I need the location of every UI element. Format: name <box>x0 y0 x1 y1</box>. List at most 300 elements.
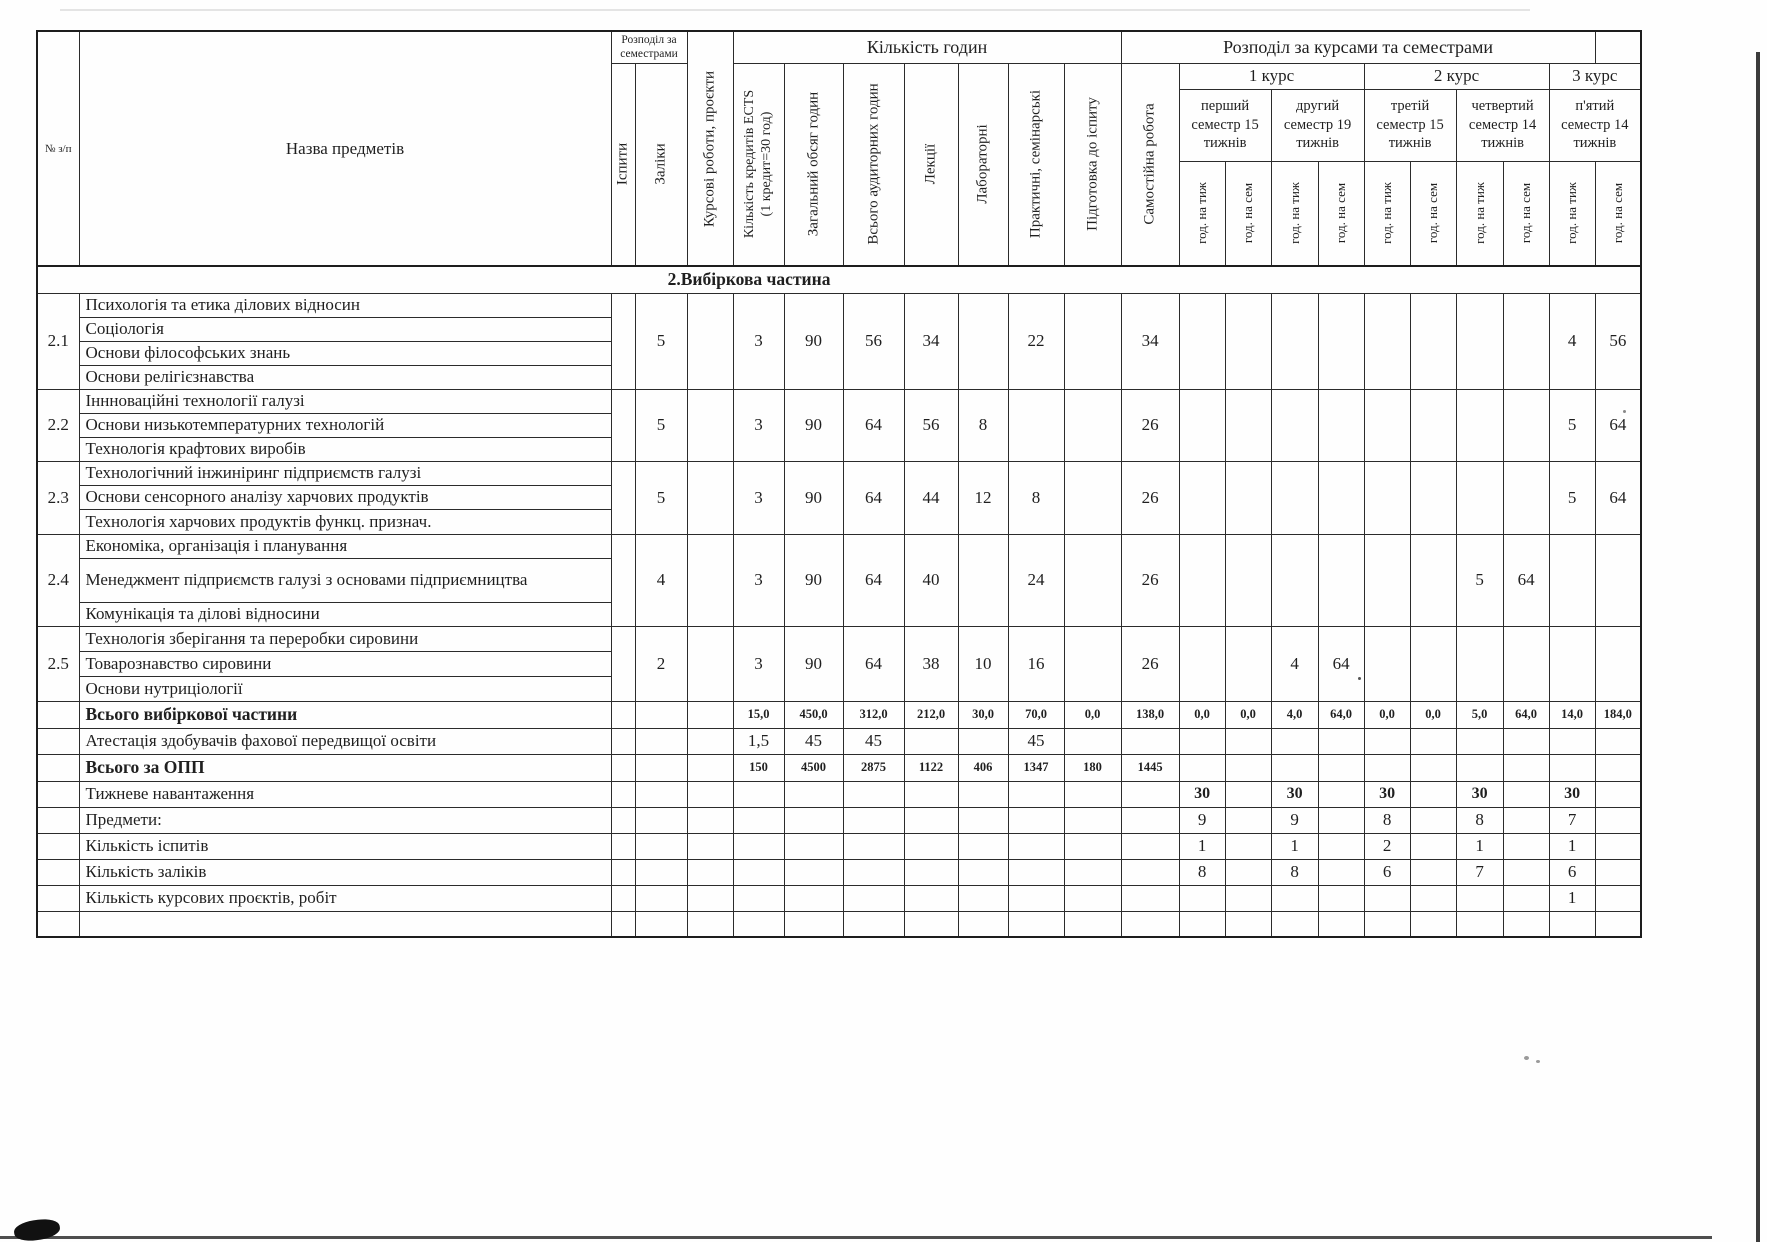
header-tests-text: Заліки <box>652 143 669 185</box>
cell-course-works <box>687 626 733 701</box>
header-per-week-2 <box>1364 161 1410 266</box>
summary-cell-course-works <box>687 911 733 937</box>
summary-cell-labs <box>958 885 1008 911</box>
group-number: 2.1 <box>37 293 79 389</box>
summary-cell-labs <box>958 911 1008 937</box>
summary-cell-tests <box>635 701 687 728</box>
summary-cell-sem-8: 1 <box>1549 833 1595 859</box>
cell-sem-0 <box>1179 389 1225 461</box>
summary-cell-labs <box>958 728 1008 754</box>
cell-sem-1 <box>1225 389 1271 461</box>
summary-cell-sem-7 <box>1503 859 1549 885</box>
summary-cell-lectures <box>904 728 958 754</box>
curriculum-table <box>36 30 1642 938</box>
cell-sem-8: 5 <box>1549 389 1595 461</box>
summary-cell-auditory <box>843 781 904 807</box>
header-num-col: № з/п <box>37 31 79 266</box>
summary-cell-sem-1: 0,0 <box>1225 701 1271 728</box>
summary-cell-course-works <box>687 754 733 781</box>
summary-cell-course-works <box>687 885 733 911</box>
summary-cell-lectures <box>904 833 958 859</box>
summary-cell-sem-0: 30 <box>1179 781 1225 807</box>
header-exam-prep <box>1064 63 1121 266</box>
summary-cell-credits <box>733 833 784 859</box>
summary-cell-sem-8 <box>1549 728 1595 754</box>
subject-cell: Основи релігієзнавства <box>79 365 611 389</box>
cell-sem-4 <box>1364 389 1410 461</box>
summary-cell-practical <box>1008 911 1064 937</box>
header-per-sem-4 <box>1595 161 1641 266</box>
header-per-sem-4-text: год. на сем <box>1609 183 1625 244</box>
summary-cell-sem-3 <box>1318 754 1364 781</box>
summary-cell-total <box>784 859 843 885</box>
summary-num-cell <box>37 728 79 754</box>
summary-cell-sem-3 <box>1318 859 1364 885</box>
summary-cell-auditory <box>843 807 904 833</box>
header-lectures <box>904 63 958 266</box>
cell-lectures: 56 <box>904 389 958 461</box>
header-semester-0: перший семестр 15 тижнів <box>1179 89 1271 161</box>
cell-sem-6 <box>1456 293 1503 389</box>
header-per-sem-1-text: год. на сем <box>1333 183 1349 244</box>
summary-cell-exam-prep <box>1064 807 1121 833</box>
summary-label: Всього вибіркової частини <box>79 701 611 728</box>
summary-cell-tests <box>635 859 687 885</box>
summary-cell-sem-9 <box>1595 728 1641 754</box>
cell-lectures: 34 <box>904 293 958 389</box>
summary-cell-sem-2: 8 <box>1271 859 1318 885</box>
summary-cell-lectures <box>904 807 958 833</box>
summary-cell-practical: 70,0 <box>1008 701 1064 728</box>
cell-sem-3 <box>1318 461 1364 534</box>
group-number: 2.3 <box>37 461 79 534</box>
header-tests <box>635 63 687 266</box>
cell-exam-prep <box>1064 293 1121 389</box>
cell-exam-prep <box>1064 461 1121 534</box>
summary-cell-sem-6: 8 <box>1456 807 1503 833</box>
summary-cell-sem-7 <box>1503 728 1549 754</box>
summary-cell-self-work <box>1121 807 1179 833</box>
cell-sem-8 <box>1549 534 1595 626</box>
subject-cell: Технологічний інжиніринг підприємств галузі <box>79 461 611 485</box>
header-total-hours <box>784 63 843 266</box>
summary-cell-sem-5 <box>1410 833 1456 859</box>
summary-num-cell <box>37 754 79 781</box>
cell-sem-3 <box>1318 534 1364 626</box>
summary-cell-auditory: 312,0 <box>843 701 904 728</box>
subject-cell: Комунікація та ділові відносини <box>79 602 611 626</box>
header-sem-distribution: Розподіл за семестрами <box>611 31 687 63</box>
summary-cell-exam-prep <box>1064 728 1121 754</box>
summary-cell-sem-6: 7 <box>1456 859 1503 885</box>
credits-ects-line1: Кількість кредитів ECTS <box>741 90 757 239</box>
summary-cell-sem-1 <box>1225 728 1271 754</box>
subject-cell: Товарознавство сировини <box>79 651 611 676</box>
summary-cell-sem-8 <box>1549 754 1595 781</box>
header-courses-group: Розподіл за курсами та семестрами <box>1121 31 1595 63</box>
header-exams <box>611 63 635 266</box>
cell-credits: 3 <box>733 293 784 389</box>
cell-credits: 3 <box>733 461 784 534</box>
summary-cell-sem-3 <box>1318 885 1364 911</box>
cell-sem-6: 5 <box>1456 534 1503 626</box>
summary-cell-lectures <box>904 911 958 937</box>
group-number: 2.5 <box>37 626 79 701</box>
subject-cell: Основи низькотемпературних технологій <box>79 413 611 437</box>
summary-cell-self-work: 1445 <box>1121 754 1179 781</box>
cell-auditory: 64 <box>843 461 904 534</box>
summary-cell-auditory <box>843 859 904 885</box>
cell-tests: 5 <box>635 461 687 534</box>
summary-cell-sem-2 <box>1271 754 1318 781</box>
summary-cell-sem-2: 4,0 <box>1271 701 1318 728</box>
summary-cell-sem-5 <box>1410 728 1456 754</box>
summary-cell-course-works <box>687 807 733 833</box>
cell-sem-6 <box>1456 461 1503 534</box>
summary-cell-sem-7 <box>1503 754 1549 781</box>
cell-sem-8: 4 <box>1549 293 1595 389</box>
summary-cell-exam-prep <box>1064 911 1121 937</box>
summary-num-cell <box>37 885 79 911</box>
summary-cell-sem-6: 5,0 <box>1456 701 1503 728</box>
cell-practical <box>1008 389 1064 461</box>
summary-cell-sem-4 <box>1364 885 1410 911</box>
scan-dot-1 <box>1524 1056 1529 1060</box>
subject-cell: Основи сенсорного аналізу харчових продуктів <box>79 485 611 509</box>
cell-labs: 12 <box>958 461 1008 534</box>
cell-credits: 3 <box>733 626 784 701</box>
summary-cell-sem-9 <box>1595 754 1641 781</box>
group-number: 2.4 <box>37 534 79 626</box>
summary-cell-self-work <box>1121 911 1179 937</box>
summary-cell-sem-8: 1 <box>1549 885 1595 911</box>
cell-practical: 24 <box>1008 534 1064 626</box>
cell-sem-2 <box>1271 389 1318 461</box>
cell-sem-1 <box>1225 461 1271 534</box>
summary-cell-sem-9: 184,0 <box>1595 701 1641 728</box>
header-labs <box>958 63 1008 266</box>
cell-sem-4 <box>1364 461 1410 534</box>
cell-lectures: 40 <box>904 534 958 626</box>
summary-cell-sem-0: 9 <box>1179 807 1225 833</box>
cell-sem-0 <box>1179 461 1225 534</box>
header-hours-group: Кількість годин <box>733 31 1121 63</box>
cell-sem-7: 64 <box>1503 534 1549 626</box>
summary-cell-total <box>784 885 843 911</box>
header-per-sem-0 <box>1225 161 1271 266</box>
summary-cell-sem-0 <box>1179 728 1225 754</box>
summary-cell-sem-4: 30 <box>1364 781 1410 807</box>
summary-label: Всього за ОПП <box>79 754 611 781</box>
summary-cell-sem-1 <box>1225 859 1271 885</box>
summary-cell-sem-7 <box>1503 885 1549 911</box>
cell-sem-9: 64 <box>1595 389 1641 461</box>
summary-cell-sem-4: 8 <box>1364 807 1410 833</box>
cell-sem-4 <box>1364 293 1410 389</box>
summary-cell-exams <box>611 833 635 859</box>
summary-cell-practical <box>1008 885 1064 911</box>
summary-cell-practical: 1347 <box>1008 754 1064 781</box>
header-exams-text: Іспити <box>614 143 631 186</box>
cell-exams <box>611 461 635 534</box>
summary-cell-sem-5 <box>1410 859 1456 885</box>
cell-course-works <box>687 389 733 461</box>
summary-cell-sem-0: 8 <box>1179 859 1225 885</box>
summary-cell-auditory <box>843 885 904 911</box>
summary-cell-total <box>784 911 843 937</box>
cell-self-work: 26 <box>1121 534 1179 626</box>
header-subject-col: Назва предметів <box>79 31 611 266</box>
summary-cell-sem-7: 64,0 <box>1503 701 1549 728</box>
cell-sem-1 <box>1225 626 1271 701</box>
header-credits-ects <box>733 63 784 266</box>
cell-sem-8: 5 <box>1549 461 1595 534</box>
cell-tests: 5 <box>635 389 687 461</box>
header-per-week-1-text: год. на тиж <box>1286 182 1302 245</box>
cell-sem-0 <box>1179 534 1225 626</box>
scan-dot-3 <box>1358 677 1361 680</box>
summary-cell-total <box>784 807 843 833</box>
summary-cell-lectures <box>904 885 958 911</box>
summary-cell-sem-5 <box>1410 781 1456 807</box>
cell-sem-1 <box>1225 534 1271 626</box>
summary-cell-exams <box>611 807 635 833</box>
summary-cell-sem-2: 1 <box>1271 833 1318 859</box>
cell-course-works <box>687 534 733 626</box>
header-semester-2: третій семестр 15 тижнів <box>1364 89 1456 161</box>
summary-cell-exams <box>611 911 635 937</box>
summary-cell-sem-5 <box>1410 885 1456 911</box>
summary-cell-sem-1 <box>1225 885 1271 911</box>
cell-credits: 3 <box>733 389 784 461</box>
subject-cell: Основи нутриціології <box>79 676 611 701</box>
header-per-sem-1 <box>1318 161 1364 266</box>
summary-label: Кількість курсових проєктів, робіт <box>79 885 611 911</box>
summary-cell-sem-6: 30 <box>1456 781 1503 807</box>
cell-exams <box>611 534 635 626</box>
summary-cell-self-work <box>1121 728 1179 754</box>
group-number: 2.2 <box>37 389 79 461</box>
header-per-week-4 <box>1549 161 1595 266</box>
cell-labs: 10 <box>958 626 1008 701</box>
summary-label: Кількість іспитів <box>79 833 611 859</box>
cell-sem-8 <box>1549 626 1595 701</box>
cell-sem-5 <box>1410 461 1456 534</box>
summary-cell-tests <box>635 754 687 781</box>
cell-sem-9 <box>1595 626 1641 701</box>
cell-sem-0 <box>1179 293 1225 389</box>
header-per-week-3 <box>1456 161 1503 266</box>
summary-cell-sem-8: 30 <box>1549 781 1595 807</box>
summary-cell-lectures <box>904 859 958 885</box>
header-credits-ects-text <box>742 64 776 264</box>
summary-cell-exam-prep <box>1064 885 1121 911</box>
summary-num-cell <box>37 859 79 885</box>
summary-cell-sem-6: 1 <box>1456 833 1503 859</box>
summary-num-cell <box>37 833 79 859</box>
summary-cell-sem-0: 1 <box>1179 833 1225 859</box>
cell-sem-9 <box>1595 534 1641 626</box>
cell-sem-5 <box>1410 534 1456 626</box>
cell-auditory: 56 <box>843 293 904 389</box>
header-lectures-text: Лекції <box>922 144 939 185</box>
summary-cell-tests <box>635 911 687 937</box>
header-per-sem-3-text: год. на сем <box>1518 183 1534 244</box>
subject-cell: Технологія крафтових виробів <box>79 437 611 461</box>
summary-cell-sem-6 <box>1456 728 1503 754</box>
summary-cell-sem-4: 2 <box>1364 833 1410 859</box>
summary-cell-labs <box>958 807 1008 833</box>
header-per-sem-0-text: год. на сем <box>1240 183 1256 244</box>
cell-exam-prep <box>1064 534 1121 626</box>
summary-cell-sem-7 <box>1503 807 1549 833</box>
summary-cell-credits: 150 <box>733 754 784 781</box>
cell-sem-7 <box>1503 293 1549 389</box>
cell-sem-7 <box>1503 461 1549 534</box>
section-title-row <box>37 266 1641 293</box>
summary-cell-credits <box>733 911 784 937</box>
summary-cell-sem-2: 9 <box>1271 807 1318 833</box>
cell-lectures: 38 <box>904 626 958 701</box>
summary-cell-credits <box>733 885 784 911</box>
summary-cell-sem-8: 7 <box>1549 807 1595 833</box>
cell-auditory: 64 <box>843 534 904 626</box>
summary-cell-course-works <box>687 728 733 754</box>
summary-cell-lectures: 212,0 <box>904 701 958 728</box>
cell-sem-9: 64 <box>1595 461 1641 534</box>
cell-lectures: 44 <box>904 461 958 534</box>
cell-exam-prep <box>1064 389 1121 461</box>
summary-label: Атестація здобувачів фахової передвищої освіти <box>79 728 611 754</box>
summary-cell-sem-5 <box>1410 754 1456 781</box>
summary-cell-exam-prep <box>1064 859 1121 885</box>
scan-bottom-edge <box>0 1236 1712 1239</box>
summary-cell-course-works <box>687 859 733 885</box>
header-per-week-3-text: год. на тиж <box>1471 182 1487 245</box>
summary-cell-sem-1 <box>1225 781 1271 807</box>
summary-cell-sem-2: 30 <box>1271 781 1318 807</box>
summary-cell-course-works <box>687 833 733 859</box>
subject-cell: Технологія зберігання та переробки сировини <box>79 626 611 651</box>
cell-credits: 3 <box>733 534 784 626</box>
summary-cell-sem-3 <box>1318 781 1364 807</box>
scan-dot-2 <box>1536 1060 1540 1063</box>
cell-sem-2 <box>1271 293 1318 389</box>
summary-num-cell <box>37 911 79 937</box>
summary-cell-sem-6 <box>1456 911 1503 937</box>
cell-tests: 4 <box>635 534 687 626</box>
summary-cell-sem-0 <box>1179 911 1225 937</box>
summary-label: Предмети: <box>79 807 611 833</box>
summary-num-cell <box>37 807 79 833</box>
summary-cell-sem-2 <box>1271 911 1318 937</box>
summary-cell-sem-9 <box>1595 859 1641 885</box>
cell-course-works <box>687 461 733 534</box>
summary-cell-sem-8: 14,0 <box>1549 701 1595 728</box>
header-auditory-hours <box>843 63 904 266</box>
scan-top-streak <box>60 9 1530 11</box>
cell-tests: 5 <box>635 293 687 389</box>
summary-cell-sem-6 <box>1456 754 1503 781</box>
header-per-week-0 <box>1179 161 1225 266</box>
header-exam-prep-text: Підготовка до іспиту <box>1084 97 1101 232</box>
cell-exams <box>611 626 635 701</box>
summary-label <box>79 911 611 937</box>
summary-cell-labs: 30,0 <box>958 701 1008 728</box>
summary-cell-sem-1 <box>1225 754 1271 781</box>
header-per-sem-2-text: год. на сем <box>1425 183 1441 244</box>
subject-cell: Економіка, організація і планування <box>79 534 611 558</box>
header-per-week-2-text: год. на тиж <box>1379 182 1395 245</box>
header-auditory-hours-text: Всього аудиторних годин <box>865 83 882 245</box>
summary-cell-lectures <box>904 781 958 807</box>
summary-cell-credits: 15,0 <box>733 701 784 728</box>
header-total-hours-text: Загальний обсяг годин <box>805 92 822 237</box>
summary-cell-exam-prep: 180 <box>1064 754 1121 781</box>
cell-sem-5 <box>1410 389 1456 461</box>
summary-cell-sem-1 <box>1225 807 1271 833</box>
summary-cell-exams <box>611 754 635 781</box>
summary-cell-sem-9 <box>1595 911 1641 937</box>
subject-cell: Технологія харчових продуктів функц. признач. <box>79 509 611 534</box>
cell-total: 90 <box>784 461 843 534</box>
summary-cell-total <box>784 833 843 859</box>
summary-cell-sem-9 <box>1595 885 1641 911</box>
cell-sem-5 <box>1410 626 1456 701</box>
header-per-sem-3 <box>1503 161 1549 266</box>
header-per-sem-2 <box>1410 161 1456 266</box>
cell-total: 90 <box>784 389 843 461</box>
scan-dot-4 <box>1623 410 1626 413</box>
cell-sem-6 <box>1456 626 1503 701</box>
summary-cell-sem-8: 6 <box>1549 859 1595 885</box>
summary-cell-tests <box>635 781 687 807</box>
cell-sem-3 <box>1318 389 1364 461</box>
cell-self-work: 26 <box>1121 461 1179 534</box>
cell-exam-prep <box>1064 626 1121 701</box>
cell-sem-0 <box>1179 626 1225 701</box>
summary-cell-sem-8 <box>1549 911 1595 937</box>
summary-cell-total: 4500 <box>784 754 843 781</box>
summary-num-cell <box>37 701 79 728</box>
summary-cell-sem-1 <box>1225 833 1271 859</box>
cell-total: 90 <box>784 534 843 626</box>
summary-cell-tests <box>635 807 687 833</box>
summary-cell-labs <box>958 859 1008 885</box>
summary-cell-sem-3 <box>1318 807 1364 833</box>
header-per-week-4-text: год. на тиж <box>1564 182 1580 245</box>
cell-self-work: 34 <box>1121 293 1179 389</box>
summary-cell-practical <box>1008 833 1064 859</box>
cell-sem-1 <box>1225 293 1271 389</box>
summary-cell-labs: 406 <box>958 754 1008 781</box>
cell-self-work: 26 <box>1121 389 1179 461</box>
summary-cell-total: 450,0 <box>784 701 843 728</box>
header-practical <box>1008 63 1064 266</box>
summary-cell-tests <box>635 885 687 911</box>
summary-cell-credits: 1,5 <box>733 728 784 754</box>
summary-cell-sem-0 <box>1179 885 1225 911</box>
summary-cell-sem-3 <box>1318 728 1364 754</box>
summary-cell-sem-4: 0,0 <box>1364 701 1410 728</box>
summary-cell-exam-prep <box>1064 833 1121 859</box>
cell-total: 90 <box>784 293 843 389</box>
summary-cell-sem-9 <box>1595 833 1641 859</box>
cell-sem-7 <box>1503 626 1549 701</box>
summary-cell-practical <box>1008 807 1064 833</box>
summary-cell-credits <box>733 859 784 885</box>
cell-exams <box>611 293 635 389</box>
